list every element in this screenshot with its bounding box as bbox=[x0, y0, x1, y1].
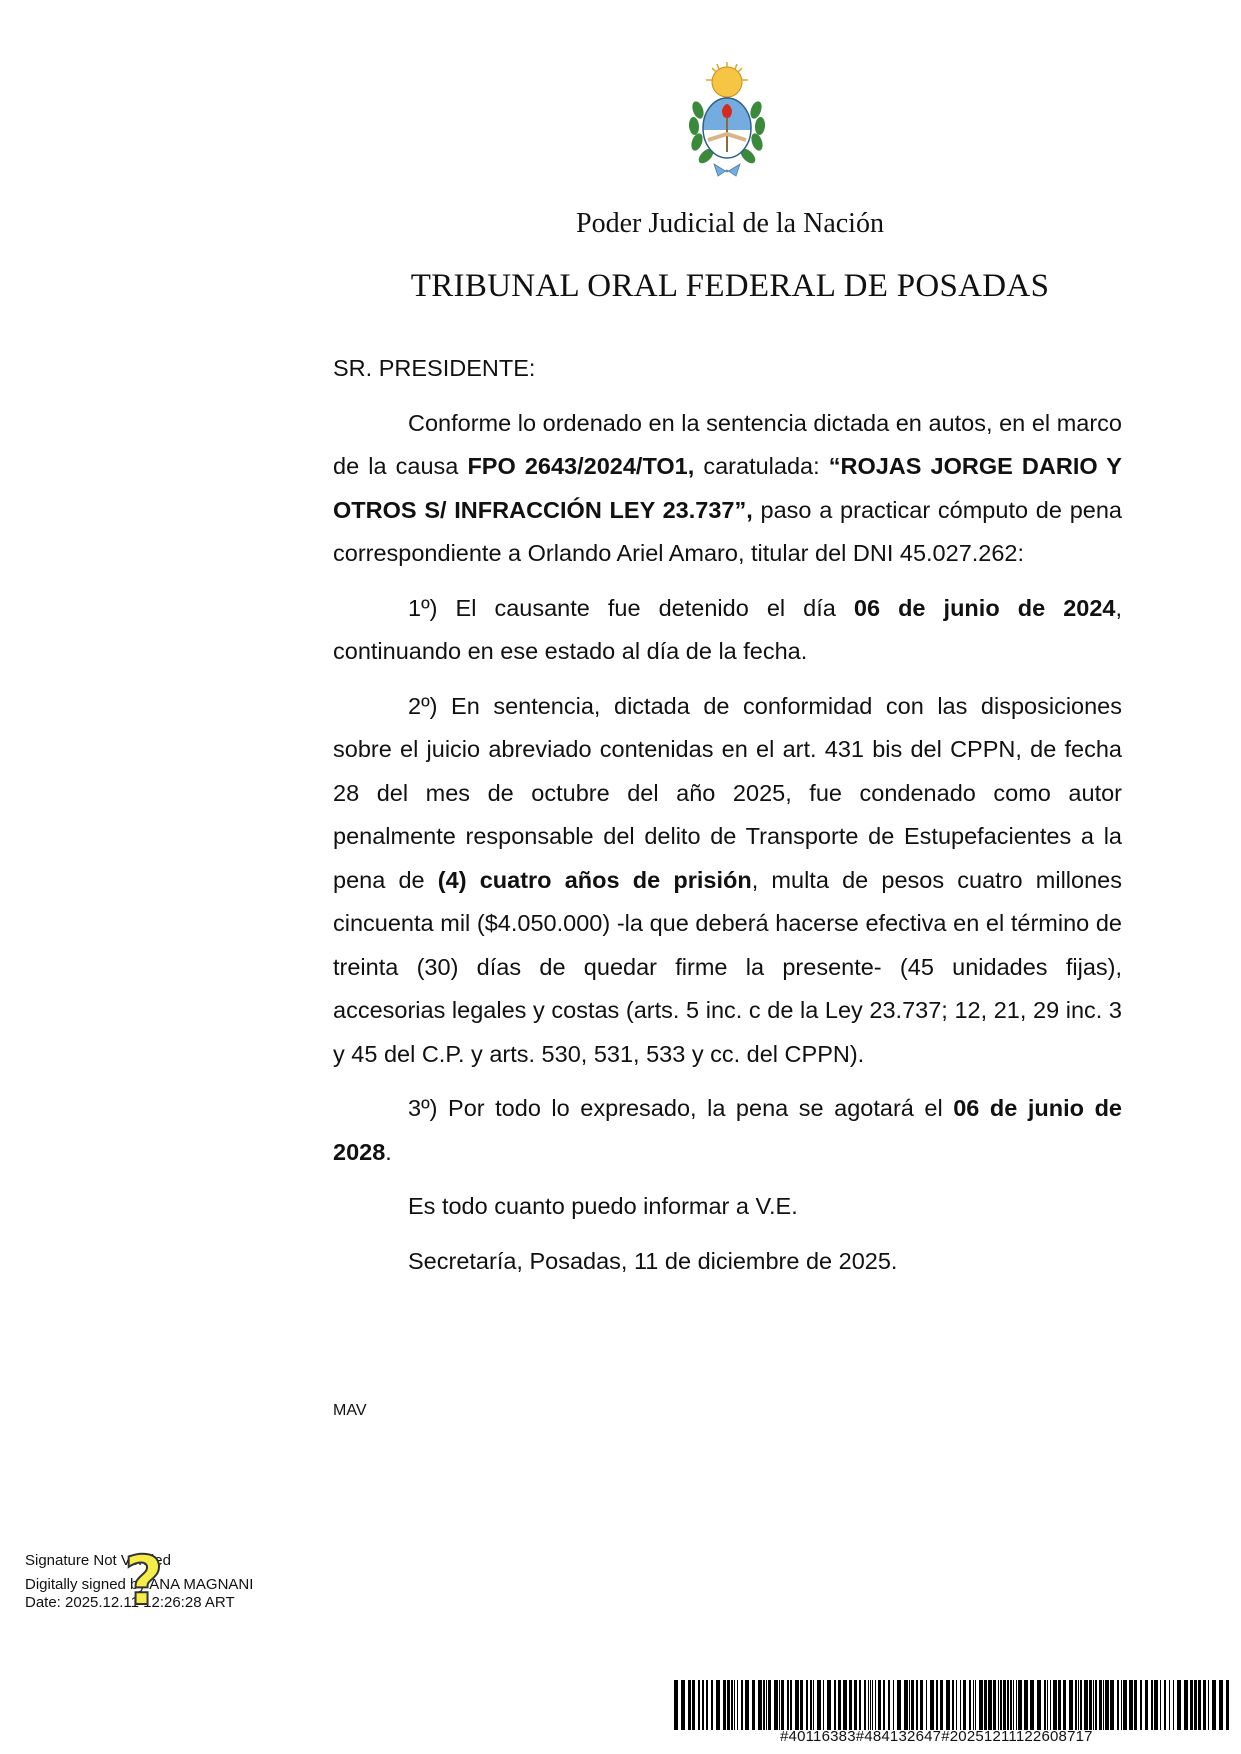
barcode-bar bbox=[1129, 1680, 1133, 1730]
barcode-bar bbox=[1121, 1680, 1122, 1730]
barcode-bar bbox=[1103, 1680, 1104, 1730]
barcode-bar bbox=[1123, 1680, 1127, 1730]
barcode-bar bbox=[1080, 1680, 1082, 1730]
barcode-bar bbox=[1007, 1680, 1009, 1730]
barcode-bar bbox=[813, 1680, 814, 1730]
barcode-bar bbox=[1099, 1680, 1102, 1730]
barcode-bar bbox=[904, 1680, 908, 1730]
intro-paragraph bbox=[333, 402, 1122, 576]
tribunal-name: TRIBUNAL ORAL FEDERAL DE POSADAS bbox=[410, 268, 1050, 304]
barcode-bar bbox=[698, 1680, 700, 1730]
barcode-bar bbox=[1203, 1680, 1206, 1730]
barcode-bar bbox=[758, 1680, 762, 1730]
barcode-bar bbox=[998, 1680, 999, 1730]
barcode-bar bbox=[946, 1680, 950, 1730]
barcode-bar bbox=[984, 1680, 987, 1730]
item-3-text-1: 3º) Por todo lo expresado, la pena se agotará el bbox=[408, 1095, 954, 1121]
item-2-text-1: 2º) En sentencia, dictada de conformidad con las disposiciones sobre el juicio abreviado contenidas en el art. 431 bis del CPPN, de fecha 28 del mes de octubre del año 2025, fue condenado como autor penalmente responsable del delito de Transporte de Estupefacientes a la pena de bbox=[333, 692, 1122, 893]
barcode-bar bbox=[1190, 1680, 1193, 1730]
intro-text-1: Conforme lo ordenado en la sentencia dictada en autos, en el marco de la causa bbox=[333, 409, 1122, 479]
barcode-bar bbox=[692, 1680, 695, 1730]
barcode-bar bbox=[1037, 1680, 1041, 1730]
barcode-bar bbox=[988, 1680, 992, 1730]
barcode-bar bbox=[817, 1680, 821, 1730]
barcode-bar bbox=[926, 1680, 927, 1730]
barcode-bar bbox=[800, 1680, 803, 1730]
barcode-number: #40116383#484132647#20251211122608717 bbox=[780, 1728, 1093, 1745]
barcode-bar bbox=[1078, 1680, 1079, 1730]
barcode-bar bbox=[702, 1680, 704, 1730]
barcode-bar bbox=[731, 1680, 733, 1730]
barcode-bar bbox=[1047, 1680, 1048, 1730]
barcode-bar bbox=[745, 1680, 749, 1730]
barcode-bar bbox=[843, 1680, 847, 1730]
barcode-bar bbox=[911, 1680, 914, 1730]
barcode-bar bbox=[1084, 1680, 1088, 1730]
barcode-bar bbox=[864, 1680, 866, 1730]
barcode-bar bbox=[859, 1680, 861, 1730]
barcode-bar bbox=[752, 1680, 755, 1730]
barcode-bar bbox=[1063, 1680, 1066, 1730]
barcode-bar bbox=[766, 1680, 767, 1730]
barcode-bar bbox=[1226, 1680, 1229, 1730]
barcode-bar bbox=[1208, 1680, 1209, 1730]
item-1-text-1: 1º) El causante fue detenido el día bbox=[408, 594, 854, 621]
barcode-bar bbox=[872, 1680, 873, 1730]
barcode-bar bbox=[1000, 1680, 1002, 1730]
coat-of-arms-seal bbox=[684, 60, 770, 180]
barcode-bar bbox=[681, 1680, 685, 1730]
barcode-bar bbox=[979, 1680, 983, 1730]
barcode-bar bbox=[1024, 1680, 1028, 1730]
barcode-bar bbox=[1003, 1680, 1006, 1730]
barcode-bar bbox=[674, 1680, 678, 1730]
case-number: FPO 2643/2024/TO1, bbox=[467, 453, 695, 479]
barcode-bar bbox=[1013, 1680, 1014, 1730]
barcode-bar bbox=[1053, 1680, 1057, 1730]
barcode-bar bbox=[1173, 1680, 1174, 1730]
barcode-bar bbox=[779, 1680, 780, 1730]
barcode-bar bbox=[827, 1680, 831, 1730]
barcode-bar bbox=[1105, 1680, 1109, 1730]
barcode-bar bbox=[956, 1680, 957, 1730]
barcode-bar bbox=[1050, 1680, 1051, 1730]
item-1-text-2: , continuando en ese estado al día de la fecha. bbox=[333, 594, 1123, 664]
barcode-bar bbox=[878, 1680, 881, 1730]
barcode-bar bbox=[823, 1680, 824, 1730]
document-body bbox=[333, 347, 1122, 1294]
barcode-bar bbox=[706, 1680, 708, 1730]
barcode-bar bbox=[1018, 1680, 1022, 1730]
barcode-bar bbox=[834, 1680, 836, 1730]
barcode-bar bbox=[734, 1680, 735, 1730]
barcode-bar bbox=[1160, 1680, 1161, 1730]
barcode-bar bbox=[1184, 1680, 1188, 1730]
sentence-end-date: 06 de junio de 2028 bbox=[333, 1095, 1122, 1165]
barcode-bar bbox=[727, 1680, 730, 1730]
item-3-text-2: . bbox=[385, 1138, 392, 1165]
barcode-bar bbox=[711, 1680, 713, 1730]
intro-text-2: caratulada: bbox=[694, 453, 829, 479]
barcode-bar bbox=[787, 1680, 789, 1730]
barcode-bar bbox=[795, 1680, 799, 1730]
institution-name: Poder Judicial de la Nación bbox=[576, 208, 884, 239]
author-initials: MAV bbox=[333, 1402, 367, 1419]
place-date-line: Secretaría, Posadas, 11 de diciembre de 2025. bbox=[408, 1247, 898, 1274]
barcode-bar bbox=[737, 1680, 738, 1730]
closing-line: Es todo cuanto puedo informar a V.E. bbox=[408, 1193, 798, 1219]
barcode-bar bbox=[1169, 1680, 1170, 1730]
barcode-bar bbox=[1219, 1680, 1223, 1730]
barcode-bar bbox=[909, 1680, 910, 1730]
barcode-bar bbox=[1140, 1680, 1142, 1730]
barcode-bar bbox=[741, 1680, 743, 1730]
barcode-bar bbox=[920, 1680, 923, 1730]
sun-emblem bbox=[706, 62, 748, 97]
barcode-bar bbox=[1058, 1680, 1061, 1730]
barcode-bar bbox=[854, 1680, 857, 1730]
barcode-bar bbox=[768, 1680, 771, 1730]
barcode-bar bbox=[969, 1680, 971, 1730]
barcode-bar bbox=[916, 1680, 918, 1730]
barcode-bar bbox=[883, 1680, 885, 1730]
item-1-paragraph bbox=[333, 587, 1122, 674]
barcode-bar bbox=[838, 1680, 841, 1730]
barcode-bar bbox=[810, 1680, 812, 1730]
barcode-bar bbox=[1164, 1680, 1166, 1730]
barcode-bar bbox=[790, 1680, 792, 1730]
barcode-bar bbox=[875, 1680, 876, 1730]
barcode-bar bbox=[723, 1680, 726, 1730]
barcode-bar bbox=[1151, 1680, 1153, 1730]
barcode-bar bbox=[716, 1680, 720, 1730]
barcode-bar bbox=[1089, 1680, 1092, 1730]
barcode-bar bbox=[774, 1680, 778, 1730]
sentence-term: (4) cuatro años de prisión bbox=[437, 866, 752, 893]
barcode-bar bbox=[1095, 1680, 1097, 1730]
barcode-bar bbox=[1030, 1680, 1034, 1730]
item-3-paragraph bbox=[333, 1087, 1122, 1174]
barcode-bar bbox=[1117, 1680, 1119, 1730]
unverified-question-mark-icon: ? bbox=[124, 1542, 164, 1621]
barcode-bar bbox=[1075, 1680, 1077, 1730]
item-2-paragraph bbox=[333, 685, 1122, 1077]
barcode-bar bbox=[806, 1680, 808, 1730]
barcode-bar bbox=[888, 1680, 890, 1730]
barcode-bar bbox=[870, 1680, 871, 1730]
barcode-bar bbox=[1110, 1680, 1114, 1730]
barcode-bar bbox=[973, 1680, 974, 1730]
barcode-bar bbox=[1069, 1680, 1073, 1730]
detention-date: 06 de junio de 2024 bbox=[853, 594, 1116, 621]
barcode bbox=[674, 1680, 1234, 1730]
barcode-bar bbox=[1010, 1680, 1012, 1730]
barcode-bar bbox=[849, 1680, 852, 1730]
barcode-bar bbox=[952, 1680, 954, 1730]
barcode-bar bbox=[993, 1680, 996, 1730]
intro-text-3: paso a practicar cómputo de pena correspondiente a Orlando Ariel Amaro, titular del DNI 45.027.262: bbox=[333, 496, 1122, 566]
barcode-bar bbox=[963, 1680, 966, 1730]
signature-date: Date: 2025.12.11 12:26:28 ART bbox=[25, 1594, 235, 1611]
barcode-bar bbox=[868, 1680, 869, 1730]
barcode-bar bbox=[1212, 1680, 1216, 1730]
barcode-bar bbox=[893, 1680, 894, 1730]
signature-signer: Digitally signed by ANA MAGNANI bbox=[25, 1576, 254, 1593]
barcode-bar bbox=[1016, 1680, 1017, 1730]
barcode-bar bbox=[1194, 1680, 1197, 1730]
barcode-bar bbox=[781, 1680, 784, 1730]
barcode-bar bbox=[1044, 1680, 1046, 1730]
barcode-bar bbox=[940, 1680, 943, 1730]
barcode-bar bbox=[897, 1680, 901, 1730]
barcode-bar bbox=[930, 1680, 934, 1730]
barcode-bar bbox=[1093, 1680, 1094, 1730]
barcode-bar bbox=[936, 1680, 938, 1730]
barcode-bar bbox=[1145, 1680, 1148, 1730]
barcode-bar bbox=[1134, 1680, 1137, 1730]
barcode-bar bbox=[1154, 1680, 1158, 1730]
barcode-bar bbox=[1177, 1680, 1181, 1730]
case-title: “ROJAS JORGE DARIO Y OTROS S/ INFRACCIÓN LEY 23.737”, bbox=[333, 453, 1122, 523]
barcode-bar bbox=[688, 1680, 691, 1730]
ribbon bbox=[714, 164, 740, 176]
barcode-bar bbox=[763, 1680, 765, 1730]
barcode-bar bbox=[960, 1680, 961, 1730]
barcode-bar bbox=[975, 1680, 976, 1730]
signature-status: Signature Not Verified bbox=[25, 1552, 171, 1569]
salutation: SR. PRESIDENTE: bbox=[333, 355, 536, 381]
barcode-bar bbox=[1198, 1680, 1201, 1730]
item-2-text-2: , multa de pesos cuatro millones cincuenta mil ($4.050.000) -la que deberá hacerse efectiva en el término de treinta (30) días de quedar firme la presente- (45 unidades fijas), accesorias legales y costas (arts. 5 inc. c de la Ley 23.737; 12, 21, 29 inc. 3 y 45 del C.P. y arts. 530, 531, 533 y cc. del CPPN). bbox=[333, 866, 1122, 1067]
